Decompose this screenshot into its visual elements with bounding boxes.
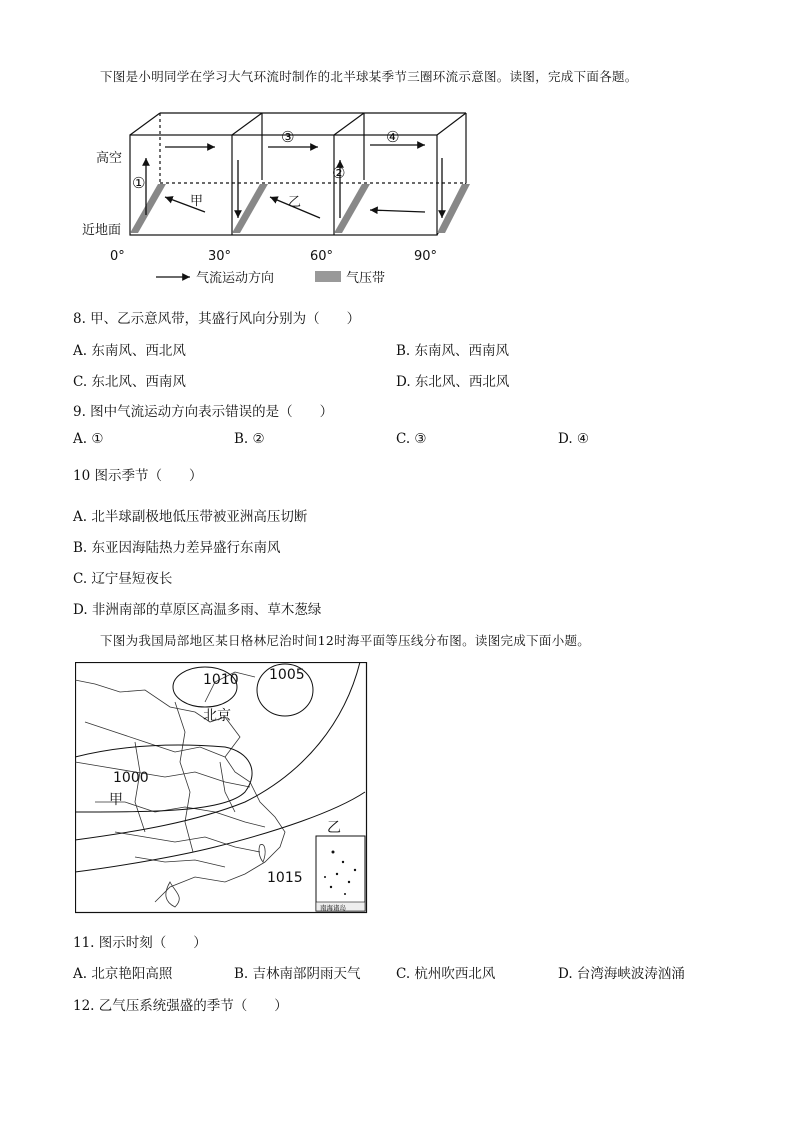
q11-option-c: C. 杭州吹西北风 [396,966,496,982]
q11-stem: 11. 图示时刻（ ） [73,935,207,951]
q12-stem: 12. 乙气压系统强盛的季节（ ） [73,998,288,1014]
q10-option-a: A. 北半球副极地低压带被亚洲高压切断 [73,509,308,525]
q8-stem: 8. 甲、乙示意风带，其盛行风向分别为（ ） [73,311,361,327]
label-high: 高空 [96,151,123,166]
q10-option-b: B. 东亚因海陆热力差异盛行东南风 [73,540,281,556]
mark-yi: 乙 [288,195,302,210]
label-lat-90: 90° [414,249,438,264]
isobar-label-1015: 1015 [267,870,303,886]
label-lat-0: 0° [110,249,125,264]
mark-1: ① [132,174,146,192]
system-jia: 甲 [109,792,123,808]
isobar-label-1005: 1005 [269,667,305,683]
q8-option-a: A. 东南风、西北风 [73,343,186,359]
legend-pressure-swatch [315,271,341,282]
q9-option-c: C. ③ [396,431,427,447]
inset-label: 南海诸岛 [320,904,346,912]
inset-box [316,836,365,911]
isobar-map [75,662,368,914]
legend-flow-label: 气流运动方向 [196,271,275,286]
q10-stem: 10 图示季节（ ） [73,468,203,484]
arrow-low-60-90 [370,210,425,212]
mark-jia: 甲 [190,194,204,209]
q10-option-c: C. 辽宁昼短夜长 [73,571,173,587]
system-yi: 乙 [327,820,341,836]
city-beijing: 北京 [203,708,231,724]
q11-option-a: A. 北京艳阳高照 [73,966,173,982]
box-front [130,135,437,235]
mark-4: ④ [386,128,400,146]
mark-3: ③ [281,128,295,146]
isobar-label-1000: 1000 [113,770,149,786]
q8-option-c: C. 东北风、西南风 [73,374,186,390]
label-lat-30: 30° [208,249,232,264]
legend-pressure-label: 气压带 [346,271,386,286]
q9-stem: 9. 图中气流运动方向表示错误的是（ ） [73,404,334,420]
q9-option-b: B. ② [234,431,265,447]
q8-option-d: D. 东北风、西北风 [396,374,510,390]
intro-text-2: 下图为我国局部地区某日格林尼治时间12时海平面等压线分布图。读图完成下面小题。 [100,633,591,648]
q10-option-d: D. 非洲南部的草原区高温多雨、草木葱绿 [73,602,322,618]
label-lat-60: 60° [310,249,334,264]
q9-option-a: A. ① [73,431,104,447]
q11-option-b: B. 吉林南部阴雨天气 [234,966,361,982]
circulation-diagram [70,100,490,295]
label-ground: 近地面 [82,223,122,238]
intro-text-1: 下图是小明同学在学习大气环流时制作的北半球某季节三圈环流示意图。读图，完成下面各题。 [100,69,638,84]
isobar-label-1010: 1010 [203,672,239,688]
q11-option-d: D. 台湾海峡波涛汹涌 [558,966,685,982]
mark-2: ② [332,164,346,182]
q9-option-d: D. ④ [558,431,590,447]
q8-option-b: B. 东南风、西南风 [396,343,510,359]
